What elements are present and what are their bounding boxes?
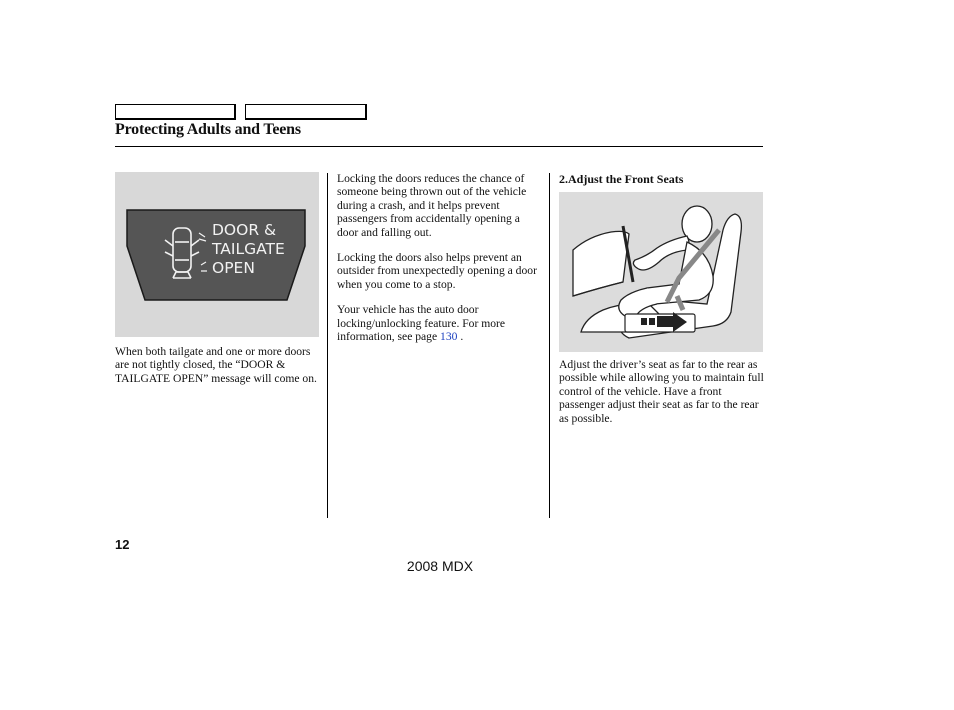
- middle-paragraph-1: Locking the doors reduces the chance of someone being thrown out of the vehicle during a crash, and it helps prevent passengers from accidentally opening a door and falling out.: [337, 172, 527, 239]
- middle-paragraph-3-end: .: [457, 330, 464, 344]
- page-130-link[interactable]: 130: [440, 330, 458, 344]
- column-divider-1: [327, 173, 328, 518]
- middle-paragraph-3-text: Your vehicle has the auto door locking/unlocking feature. For more information, see page: [337, 303, 506, 344]
- header-tab-1[interactable]: [115, 104, 236, 120]
- middle-column: [337, 172, 543, 355]
- page-title: Protecting Adults and Teens: [115, 121, 301, 138]
- display-line-2: TAILGATE: [212, 240, 285, 258]
- left-caption: [115, 345, 319, 397]
- middle-paragraph-2: Locking the doors also helps prevent an outsider from unexpectedly opening a door when you come to a stop.: [337, 251, 537, 291]
- section-subheading: 2.Adjust the Front Seats: [559, 172, 684, 186]
- column-divider-2: [549, 173, 550, 518]
- message-display-illustration: [115, 172, 319, 337]
- header-tab-2[interactable]: [245, 104, 367, 120]
- middle-paragraph-3: [337, 303, 543, 343]
- left-caption-text: When both tailgate and one or more doors are not tightly closed, the “DOOR & TAILGATE OPEN” message will come on.: [115, 345, 317, 385]
- page-number: 12: [115, 537, 130, 552]
- display-line-3: OPEN: [212, 259, 255, 277]
- right-paragraph: Adjust the driver’s seat as far to the rear as possible while allowing you to maintain full control of the vehicle. Have a front passenger adjust their seat as far to the rear as possible.: [559, 358, 764, 425]
- seated-driver-seat-adjust-illustration: [559, 192, 763, 352]
- title-rule: [115, 146, 763, 147]
- display-line-1: DOOR &: [212, 221, 277, 239]
- footer-model: 2008 MDX: [406, 558, 474, 574]
